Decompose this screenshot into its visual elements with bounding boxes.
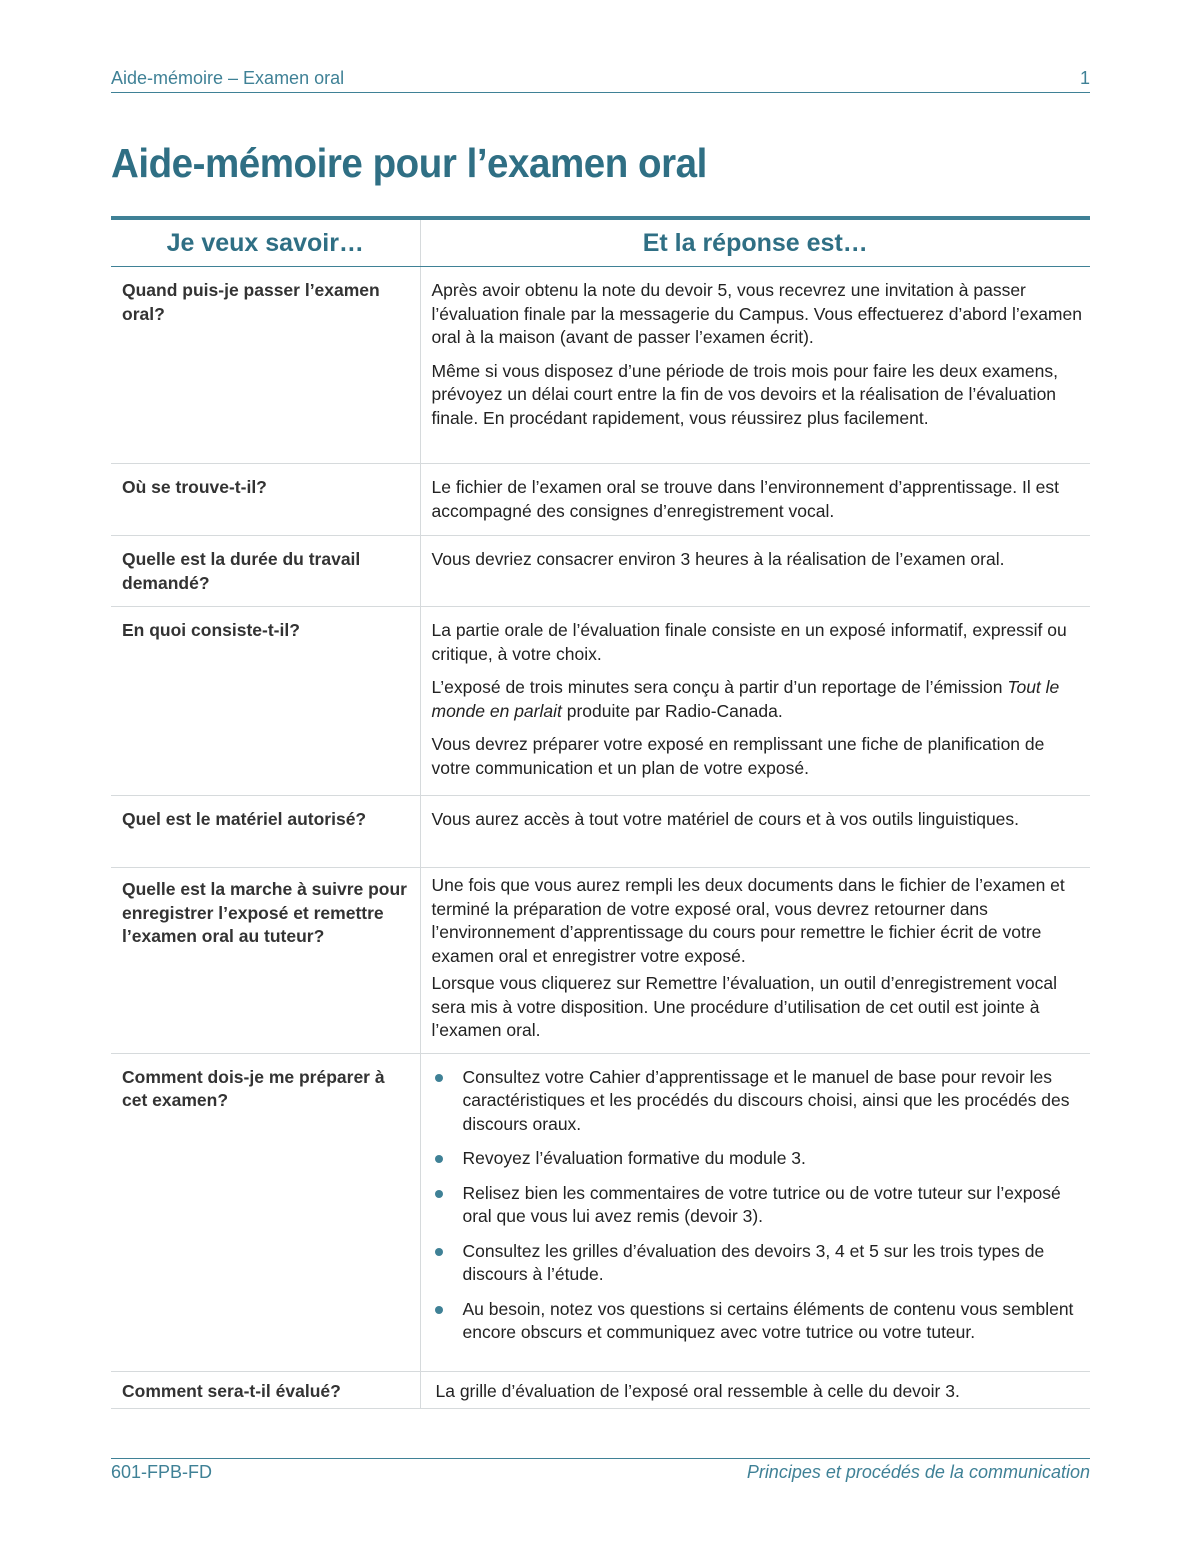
question-cell: En quoi consiste-t-il? [111,607,420,796]
answer-paragraph: Une fois que vous aurez rempli les deux documents dans le fichier de l’examen et terminé la préparation de votre exposé oral, vous devrez retourner dans l’environnement d’apprentissage du cours pour remettre le fichier écrit de votre examen oral et enregistrer votre exposé. [431,875,1065,966]
table-row [111,868,1090,1054]
column-header-question: Je veux savoir… [111,218,420,267]
list-item [432,1298,1083,1345]
answer-paragraph: Vous devriez consacrer environ 3 heures à la réalisation de l’examen oral. [431,549,1005,569]
question-cell: Quand puis-je passer l’examen oral? [111,267,420,464]
answer-cell [420,1053,1090,1371]
running-title: Aide-mémoire – Examen oral [111,68,345,88]
answer-cell [420,868,1090,1054]
answer-paragraph: La grille d’évaluation de l’exposé oral ressemble à celle du devoir 3. [435,1380,960,1401]
table-header-row [111,218,1090,267]
bullet-icon [435,1155,443,1163]
table-row [111,796,1090,868]
list-item-text: Au besoin, notez vos questions si certains éléments de contenu vous semblent encore obscurs et communiquez avec votre tutrice ou votre tuteur. [462,1298,1074,1342]
list-item-text: Relisez bien les commentaires de votre tutrice ou de votre tuteur sur l’exposé oral que vous lui avez remis (devoir 3). [462,1182,1061,1226]
bullet-icon [435,1190,443,1198]
list-item-text: Revoyez l’évaluation formative du module 3. [462,1148,806,1168]
answer-paragraph: Même si vous disposez d’une période de trois mois pour faire les deux examens, prévoyez un délai court entre la fin de vos devoirs et la réalisation de l’évaluation finale. En procédant rapidement, vous réussirez plus facilement. [431,360,1058,428]
table-row [111,607,1090,796]
preparation-list [432,1066,1083,1345]
answer-cell [420,796,1090,868]
answer-cell [420,464,1090,536]
question-cell: Quel est le matériel autorisé? [111,796,420,868]
list-item [432,1240,1083,1287]
question-cell: Quelle est la marche à suivre pour enregistrer l’exposé et remettre l’examen oral au tuteur? [111,868,420,1054]
program-title: Tout le monde en parlait [431,677,1060,721]
course-title: Principes et procédés de la communication [746,1462,1090,1482]
answer-paragraph: Vous devrez préparer votre exposé en remplissant une fiche de planification de votre communication et un plan de votre exposé. [431,734,1045,778]
question-cell: Comment dois-je me préparer à cet examen? [111,1053,420,1371]
list-item [432,1182,1083,1229]
answer-paragraph: Après avoir obtenu la note du devoir 5, vous recevrez une invitation à passer l’évaluation finale par la messagerie du Campus. Vous effectuerez d’abord l’examen oral à la maison (avant de passer l’examen écrit). [431,280,1082,347]
table-row [111,464,1090,536]
list-item-text: Consultez votre Cahier d’apprentissage et le manuel de base pour revoir les caractéristiques et les procédés du discours choisi, ainsi que les procédés des discours oraux. [462,1066,1070,1134]
question-cell: Comment sera-t-il évalué? [111,1371,420,1408]
bullet-icon [435,1248,443,1256]
running-footer [111,1458,1090,1483]
faq-table [111,216,1090,1409]
answer-cell [420,607,1090,796]
running-header [111,68,1090,93]
answer-paragraph: La partie orale de l’évaluation finale consiste en un exposé informatif, expressif ou critique, à votre choix. [431,620,1067,664]
page-number: 1 [1079,68,1090,88]
table-row [111,1371,1090,1408]
list-item [432,1147,1083,1171]
answer-cell [420,536,1090,607]
question-cell: Où se trouve-t-il? [111,464,420,536]
list-item [432,1066,1083,1137]
bullet-icon [435,1074,443,1082]
column-header-answer: Et la réponse est… [420,218,1090,267]
answer-paragraph: Lorsque vous cliquerez sur Remettre l’évaluation, un outil d’enregistrement vocal sera mis à votre disposition. Une procédure d’utilisation de cet outil est jointe à l’examen oral. [431,973,1057,1040]
answer-cell [420,1371,1090,1408]
page-title: Aide-mémoire pour l’examen oral [111,140,707,186]
answer-paragraph [432,676,1083,723]
table-row [111,267,1090,464]
question-cell: Quelle est la durée du travail demandé? [111,536,420,607]
list-item-text: Consultez les grilles d’évaluation des devoirs 3, 4 et 5 sur les trois types de discours à l’étude. [462,1240,1045,1284]
bullet-icon [435,1306,443,1314]
answer-text: L’exposé de trois minutes sera conçu à partir d’un reportage de l’émission [431,677,1008,697]
answer-paragraph: Le fichier de l’examen oral se trouve dans l’environnement d’apprentissage. Il est accompagné des consignes d’enregistrement vocal. [431,477,1059,521]
table-row [111,1053,1090,1371]
answer-paragraph: Vous aurez accès à tout votre matériel de cours et à vos outils linguistiques. [431,809,1020,829]
answer-text: produite par Radio-Canada. [561,700,783,721]
answer-cell [420,267,1090,464]
course-code: 601-FPB-FD [111,1462,213,1482]
table-row [111,536,1090,607]
